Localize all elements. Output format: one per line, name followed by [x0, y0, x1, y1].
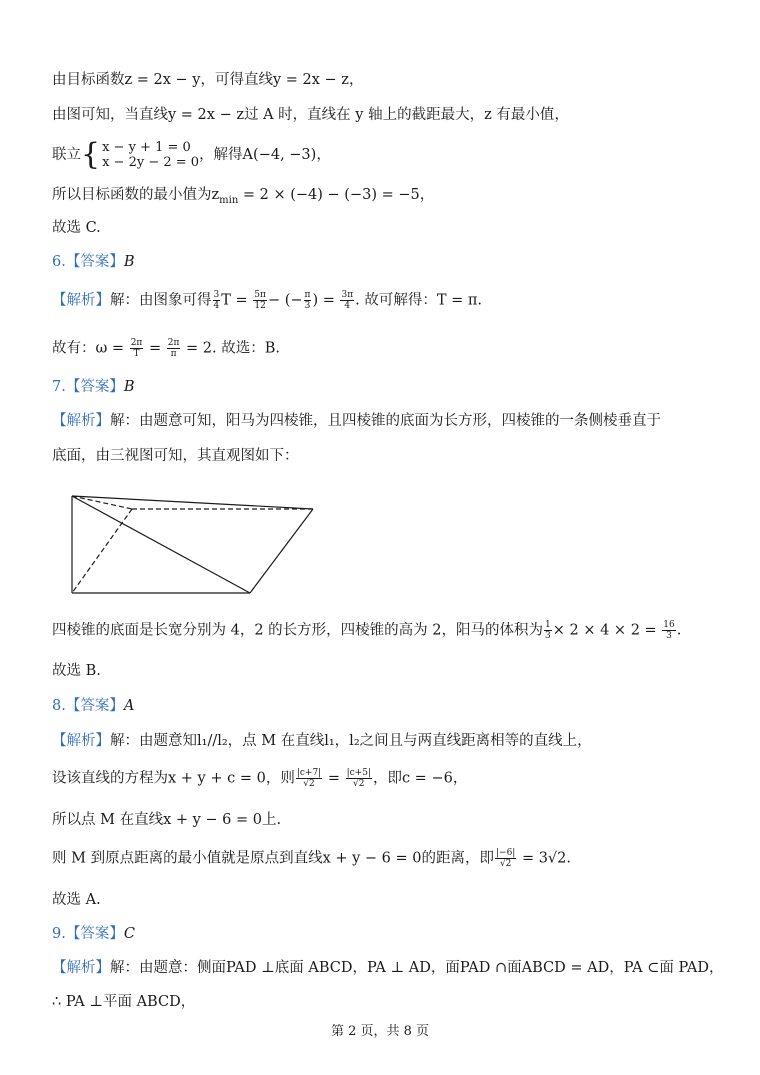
analysis-9a: 【解析】解：由题意：侧面PAD ⊥底面 ABCD，PA ⊥ AD，面PAD ∩面ABCD = AD，PA ⊂面 PAD，	[52, 960, 724, 976]
answer-9: 9.【答案】C	[52, 926, 135, 942]
answer-7: 7.【答案】B	[52, 379, 135, 395]
analysis-8a: 【解析】解：由题意知l₁//l₂，点 M 在直线l₁，l₂之间且与两直线距离相等的直线上，	[52, 733, 592, 749]
edge-hidden-3	[72, 509, 132, 593]
analysis-7a: 【解析】解：由题意可知，阳马为四棱锥，且四棱锥的底面为长方形，四棱锥的一条侧棱垂直于	[52, 413, 661, 429]
line-objective: 由目标函数z = 2x − y，可得直线y = 2x − z，	[52, 72, 364, 88]
analysis-8e: 故选 A.	[52, 892, 101, 908]
answer-6: 6.【答案】B	[52, 254, 135, 270]
edge-diagonal	[72, 496, 250, 593]
analysis-8b: 设该直线的方程为x + y + c = 0，则 $\frac{|c+7|}{√2}$ = $\frac{|c+5|}{√2}$ ，即c = −6，	[52, 768, 468, 789]
edge-right	[250, 509, 313, 593]
edge-top	[72, 496, 313, 509]
analysis-7c: 四棱锥的底面是长宽分别为 4，2 的长方形，四棱锥的高为 2，阳马的体积为 $\frac{1}{3}$ × 2 × 4 × 2 = $\frac{16}{3}$ .	[52, 620, 682, 641]
analysis-8d: 则 M 到原点距离的最小值就是原点到直线x + y − 6 = 0的距离，即 $\frac{|-6|}{√2}$ = 3√2.	[52, 848, 572, 869]
answer-8: 8.【答案】A	[52, 698, 135, 714]
analysis-6b: 故有：ω = $\frac{2\pi}{T}$ = $\frac{2\pi}{\pi}$ = 2. 故选：B.	[52, 338, 280, 359]
page-footer: 第 2 页，共 8 页	[330, 1024, 430, 1039]
analysis-8c: 所以点 M 在直线x + y − 6 = 0上.	[52, 812, 282, 828]
line-system: 联立 { x − y + 1 = 0 x − 2y − 2 = 0 ，解得A(−4, −3)，	[52, 137, 331, 172]
line-max-intercept: 由图可知，当直线y = 2x − z过 A 时，直线在 y 轴上的截距最大，z 有最小值，	[52, 107, 569, 123]
analysis-7b: 底面，由三视图可知，其直观图如下：	[52, 448, 299, 464]
analysis-6a: 【解析】解：由图象可得 $\frac{3}{4}$ T = $\frac{5\pi}{12}$ − (− $\frac{\pi}{3}$ ) = $\frac{3\pi}{4}$ . 故可解得：T = π.	[52, 290, 483, 311]
analysis-7d: 故选 B.	[52, 663, 101, 679]
pyramid-figure	[60, 488, 330, 598]
line-choose-c: 故选 C.	[52, 220, 101, 236]
line-min-value: 所以目标函数的最小值为$z_{min} = 2 \times (-4) - (-3) = -5$，	[52, 187, 435, 206]
analysis-9b: ∴ PA ⊥平面 ABCD，	[52, 994, 196, 1010]
